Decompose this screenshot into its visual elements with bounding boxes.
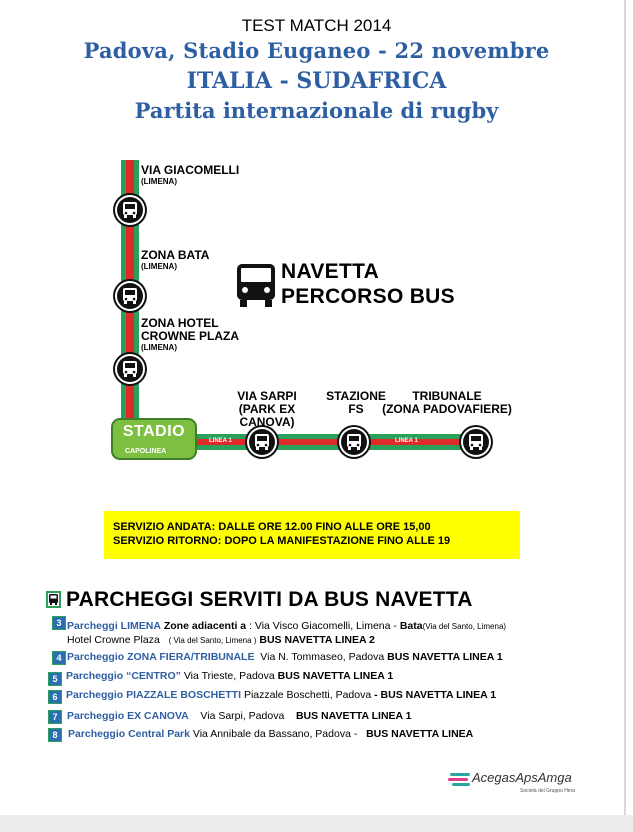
- parking-row: Parcheggio “CENTRO” Via Trieste, Padova BUS NAVETTA LINEA 1: [66, 670, 394, 682]
- stop-label-crowne-plaza: ZONA HOTEL CROWNE PLAZA (LIMENA): [141, 316, 239, 352]
- stop-label-bata: ZONA BATA (LIMENA): [141, 248, 210, 271]
- parking-number: 4: [52, 651, 66, 665]
- bus-stop-icon: [459, 425, 493, 459]
- bus-stop-icon: [113, 352, 147, 386]
- parking-number: 8: [48, 728, 62, 742]
- parking-number: 5: [48, 672, 62, 686]
- parking-number: 6: [48, 690, 62, 704]
- stop-label-giacomelli: VIA GIACOMELLI (LIMENA): [141, 163, 240, 186]
- service-ritorno: SERVIZIO RITORNO: DOPO LA MANIFESTAZIONE FINO ALLE 19: [113, 535, 451, 547]
- bus-stop-icon: [113, 193, 147, 227]
- service-andata: SERVIZIO ANDATA: DALLE ORE 12.00 FINO ALLE ORE 15,00: [113, 521, 431, 533]
- parking-row: Parcheggio PIAZZALE BOSCHETTI Piazzale Boschetti, Padova - BUS NAVETTA LINEA 1: [66, 689, 497, 701]
- stop-label-sarpi: VIA SARPI (PARK EX CANOVA): [237, 389, 297, 429]
- stadio-terminus: [111, 418, 197, 460]
- bus-stop-icon: [337, 425, 371, 459]
- logo-mark-icon: [448, 773, 472, 787]
- parking-number: 7: [48, 710, 62, 724]
- navetta-title: NAVETTA PERCORSO BUS: [281, 260, 455, 308]
- parking-row: Parcheggio EX CANOVA Via Sarpi, Padova BUS NAVETTA LINEA 1: [67, 710, 412, 722]
- stop-label-stazione: STAZIONE FS: [326, 389, 386, 416]
- logo-name: AcegasApsAmga: [472, 770, 572, 785]
- parking-number: 3: [52, 616, 66, 630]
- stop-label-tribunale: TRIBUNALE (ZONA PADOVAFIERE): [382, 389, 512, 416]
- parking-row: Parcheggio Central Park Via Annibale da Bassano, Padova - BUS NAVETTA LINEA: [68, 728, 474, 740]
- capolinea-label: CAPOLINEA: [125, 448, 167, 455]
- parking-row: Parcheggi LIMENA Zone adiacenti a : Via Visco Giacomelli, Limena - Bata(Via del Santo, Limena): [67, 620, 507, 632]
- parking-row: Parcheggio ZONA FIERA/TRIBUNALE Via N. Tommaseo, Padova BUS NAVETTA LINEA 1: [67, 651, 503, 663]
- bus-icon: [237, 264, 275, 307]
- parking-row-cont: Hotel Crowne Plaza ( Via del Santo, Limena ) BUS NAVETTA LINEA 2: [67, 634, 375, 646]
- logo-tagline: Società del Gruppo Hera: [520, 788, 576, 794]
- event-title: TEST MATCH 2014: [241, 16, 392, 35]
- headline-venue: Padova, Stadio Euganeo - 22 novembre: [83, 38, 550, 63]
- horizontal-route-red: [190, 439, 476, 445]
- bus-icon: [46, 591, 61, 608]
- line-label: LINEA 1: [209, 438, 232, 444]
- headline-subtitle: Partita internazionale di rugby: [134, 98, 499, 123]
- headline-match: ITALIA - SUDAFRICA: [186, 68, 447, 94]
- stadio-label: STADIO: [122, 423, 186, 440]
- service-hours-box: [104, 511, 520, 559]
- line-label: LINEA 1: [395, 438, 418, 444]
- parcheggi-title: PARCHEGGI SERVITI DA BUS NAVETTA: [66, 588, 473, 611]
- bus-stop-icon: [245, 425, 279, 459]
- bus-stop-icon: [113, 279, 147, 313]
